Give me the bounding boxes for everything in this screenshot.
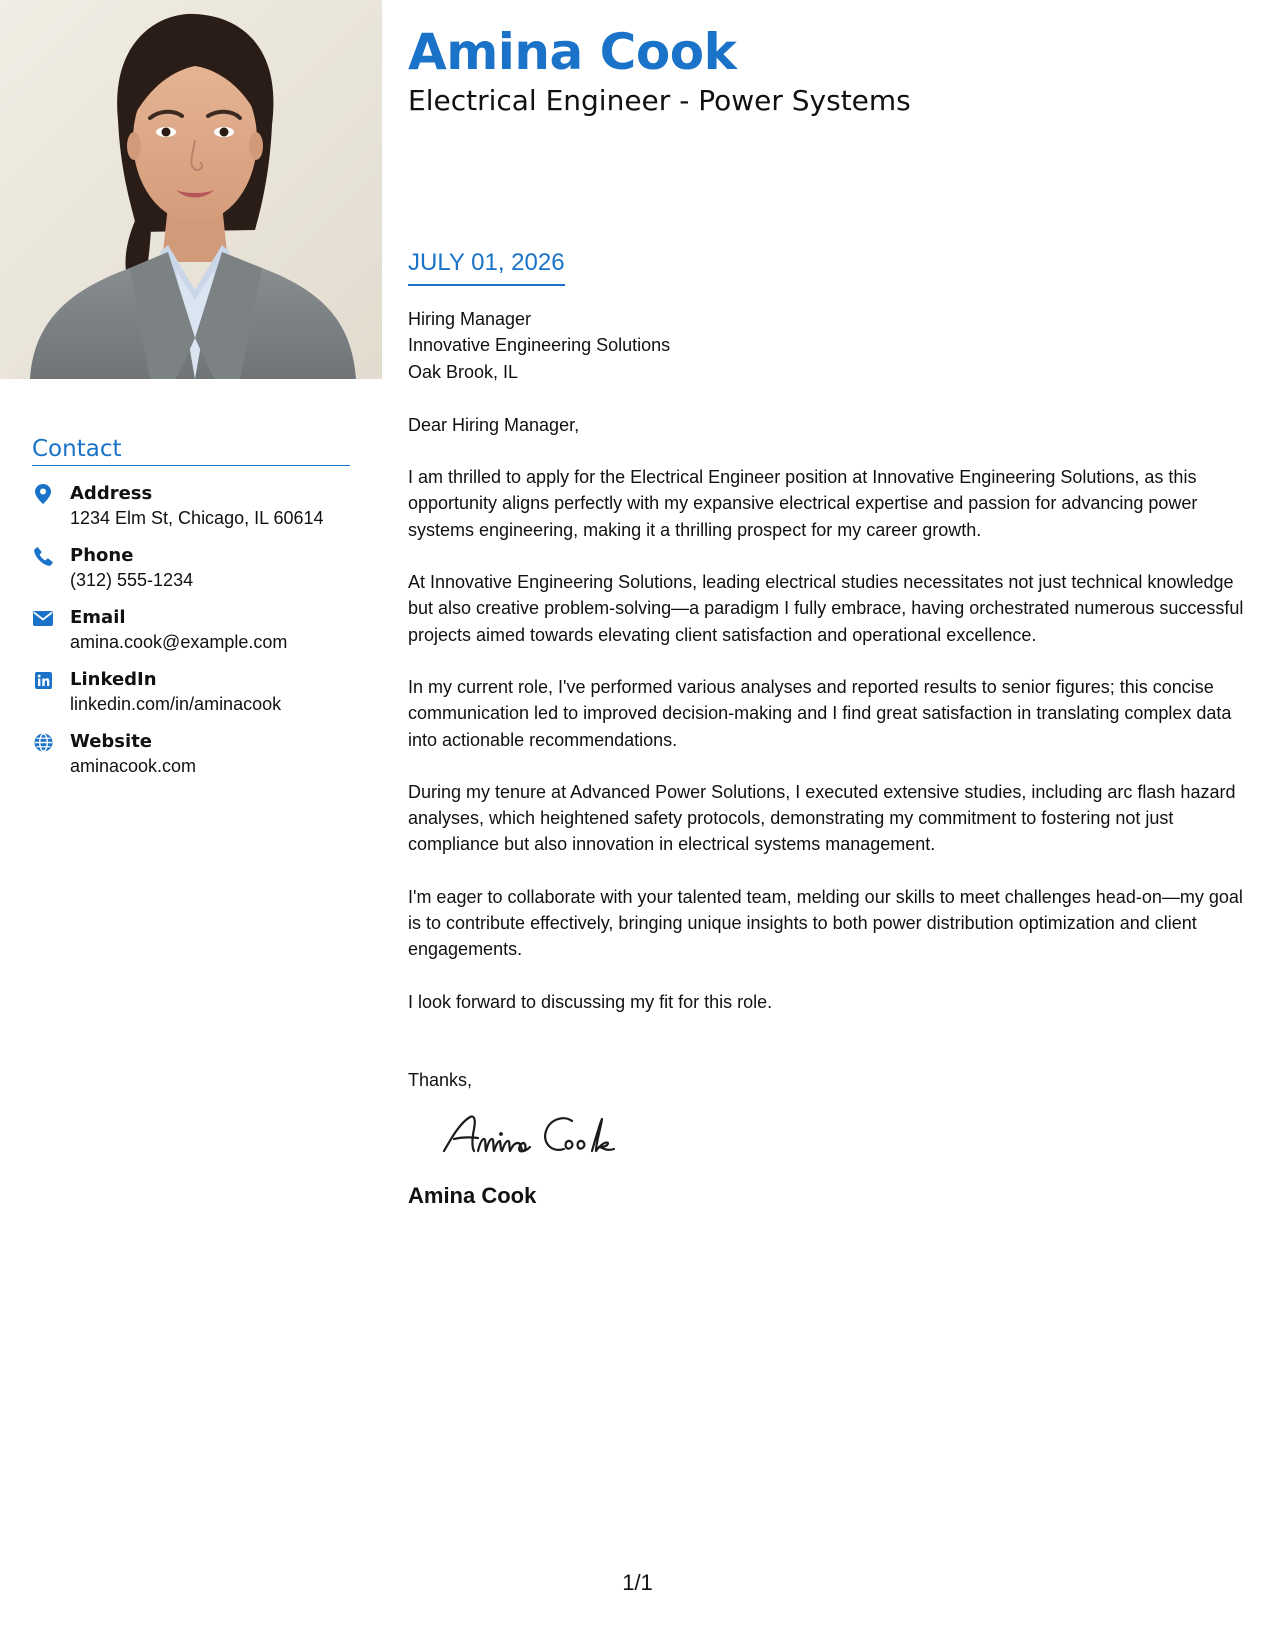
phone-icon (33, 546, 53, 566)
recipient-line: Innovative Engineering Solutions (408, 335, 671, 356)
letter-date: JULY 01, 2026 (408, 248, 565, 286)
contact-address (32, 482, 350, 530)
contact-website (32, 730, 350, 778)
closing: Thanks, (408, 1069, 473, 1090)
globe-icon (33, 732, 53, 752)
recipient-block (408, 306, 1248, 385)
contact-value: linkedin.com/in/aminacook (70, 694, 282, 714)
recipient-line: Hiring Manager (408, 309, 532, 329)
contact-linkedin (32, 668, 350, 716)
contact-value: (312) 555-1234 (70, 570, 194, 590)
handwritten-signature (440, 1107, 1248, 1177)
paragraph: I'm eager to collaborate with your talented team, melding our skills to meet challenges head-on—my goal is to contribute effectively, bringing unique insights to both power distribution optimization and client engagements. (408, 886, 1243, 960)
linkedin-icon (33, 670, 53, 690)
location-pin-icon (33, 484, 53, 504)
contact-value: 1234 Elm St, Chicago, IL 60614 (70, 508, 324, 528)
contact-label: Address (70, 483, 153, 504)
applicant-role: Electrical Engineer - Power Systems (408, 84, 911, 117)
contact-phone (32, 544, 350, 592)
contact-email (32, 606, 350, 654)
applicant-name: Amina Cook (408, 23, 737, 81)
contact-heading: Contact (32, 436, 350, 466)
portrait-illustration (0, 0, 382, 379)
signature-graphic (440, 1107, 640, 1167)
portrait-photo (0, 0, 382, 379)
contact-label: Phone (70, 545, 134, 566)
contact-section (32, 436, 350, 792)
email-icon (33, 608, 53, 628)
contact-label: Email (70, 607, 126, 628)
paragraph: I look forward to discussing my fit for this role. (408, 991, 773, 1012)
contact-label: LinkedIn (70, 669, 157, 690)
greeting: Dear Hiring Manager, (408, 414, 580, 435)
contact-value: aminacook.com (70, 756, 197, 776)
signed-name: Amina Cook (408, 1183, 537, 1209)
paragraph: I am thrilled to apply for the Electrical Engineer position at Innovative Engineering Solutions, as this opportunity aligns perfectly with my expansive electrical expertise and passion for advancing power systems engineering, making it a thrilling prospect for my career growth. (408, 467, 1198, 540)
paragraph: In my current role, I've performed various analyses and reported results to senior figures; this concise communication led to improved decision-making and I find great satisfaction in translating complex data into actionable recommendations. (408, 676, 1232, 750)
contact-value: amina.cook@example.com (70, 632, 288, 652)
contact-label: Website (70, 731, 153, 752)
recipient-line: Oak Brook, IL (408, 361, 519, 382)
paragraph: At Innovative Engineering Solutions, leading electrical studies necessitates not just technical knowledge but also creative problem-solving—a paradigm I fully embrace, having orchestrated numerous successful projects aimed towards elevating client satisfaction and operational excellence. (408, 572, 1244, 645)
paragraph: During my tenure at Advanced Power Solutions, I executed extensive studies, including arc flash hazard analyses, which heightened safety protocols, demonstrating my commitment to fostering not just compliance but also innovation in electrical systems management. (408, 781, 1236, 855)
letter-body (408, 306, 1248, 1211)
page-number: 1/1 (622, 1570, 653, 1595)
